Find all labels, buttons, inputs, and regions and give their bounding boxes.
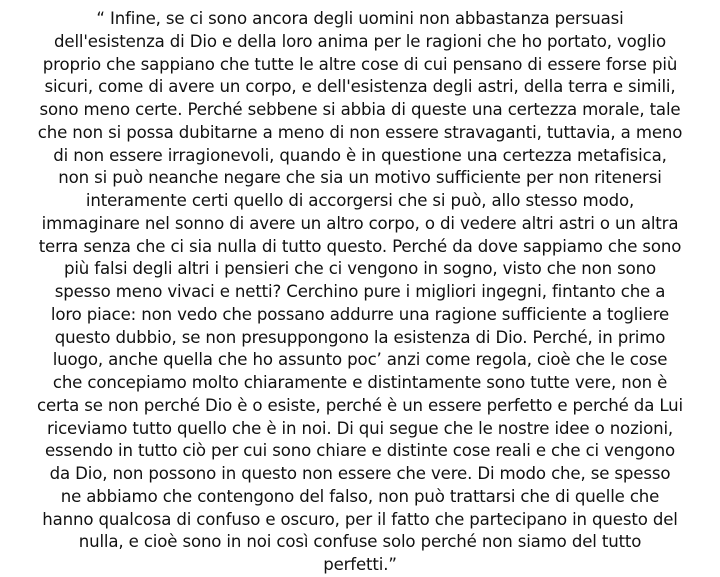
quote-line: nulla, e cioè sono in noi così confuse solo perché non siamo del tutto	[78, 532, 642, 552]
quote-line: sono meno certe. Perché sebbene si abbia di queste una certezza morale, tale	[39, 100, 681, 119]
quote-line: che non si possa dubitarne a meno di non essere stravaganti, tuttavia, a meno	[37, 122, 683, 142]
quote-line: proprio che sappiano che tutte le altre cose di cui pensano di essere forse più	[42, 54, 678, 74]
quote-line: non si può neanche negare che sia un motivo sufficiente per non ritenersi	[58, 168, 662, 188]
quote-line: luogo, anche quella che ho assunto poc’ anzi come regola, cioè che le cose	[52, 350, 668, 370]
quote-line: che concepiamo molto chiaramente e distintamente sono tutte vere, non è	[52, 373, 668, 392]
quote-line: terra senza che ci sia nulla di tutto questo. Perché da dove sappiamo che sono	[38, 236, 682, 256]
quote-line: interamente certi quello di accorgersi che si può, allo stesso modo,	[85, 191, 635, 210]
quote-line: perfetti.”	[323, 555, 397, 574]
quote-line: sicuri, come di avere un corpo, e dell'esistenza degli astri, della terra e simili,	[44, 77, 676, 97]
quote-line: di non essere irragionevoli, quando è in questione una certezza metafisica,	[53, 145, 667, 165]
quote-line: questo dubbio, se non presuppongono la esistenza di Dio. Perché, in primo	[54, 327, 666, 347]
quote-line: dell'esistenza di Dio e della loro anima per le ragioni che ho portato, voglio	[54, 31, 666, 51]
quote-line: più falsi degli altri i pensieri che ci vengono in sogno, visto che non sono	[63, 259, 657, 279]
quote-line: loro piace: non vedo che possano addurre una ragione sufficiente a togliere	[50, 304, 670, 324]
quote-line: hanno qualcosa di confuso e oscuro, per il fatto che partecipano in questo del	[42, 509, 678, 529]
quote-line: immaginare nel sonno di avere un altro corpo, o di vedere altri astri o un altra	[41, 213, 679, 233]
quote-line: spesso meno vivaci e netti? Cerchino pure i migliori ingegni, fintanto che a	[54, 282, 666, 301]
quote-text-block	[12, 8, 708, 577]
quote-line: essendo in tutto ciò per cui sono chiare e distinte cose reali e che ci vengono	[45, 441, 675, 461]
quote-line: ne abbiamo che contengono del falso, non può trattarsi che di quelle che	[60, 486, 660, 506]
quote-line: “ Infine, se ci sono ancora degli uomini non abbastanza persuasi	[96, 9, 624, 28]
quote-line: da Dio, non possono in questo non essere che vere. Di modo che, se spesso	[49, 464, 671, 483]
quote-line: certa se non perché Dio è o esiste, perché è un essere perfetto e perché da Lui	[37, 395, 683, 415]
quote-line: riceviamo tutto quello che è in noi. Di qui segue che le nostre idee o nozioni,	[46, 418, 674, 438]
